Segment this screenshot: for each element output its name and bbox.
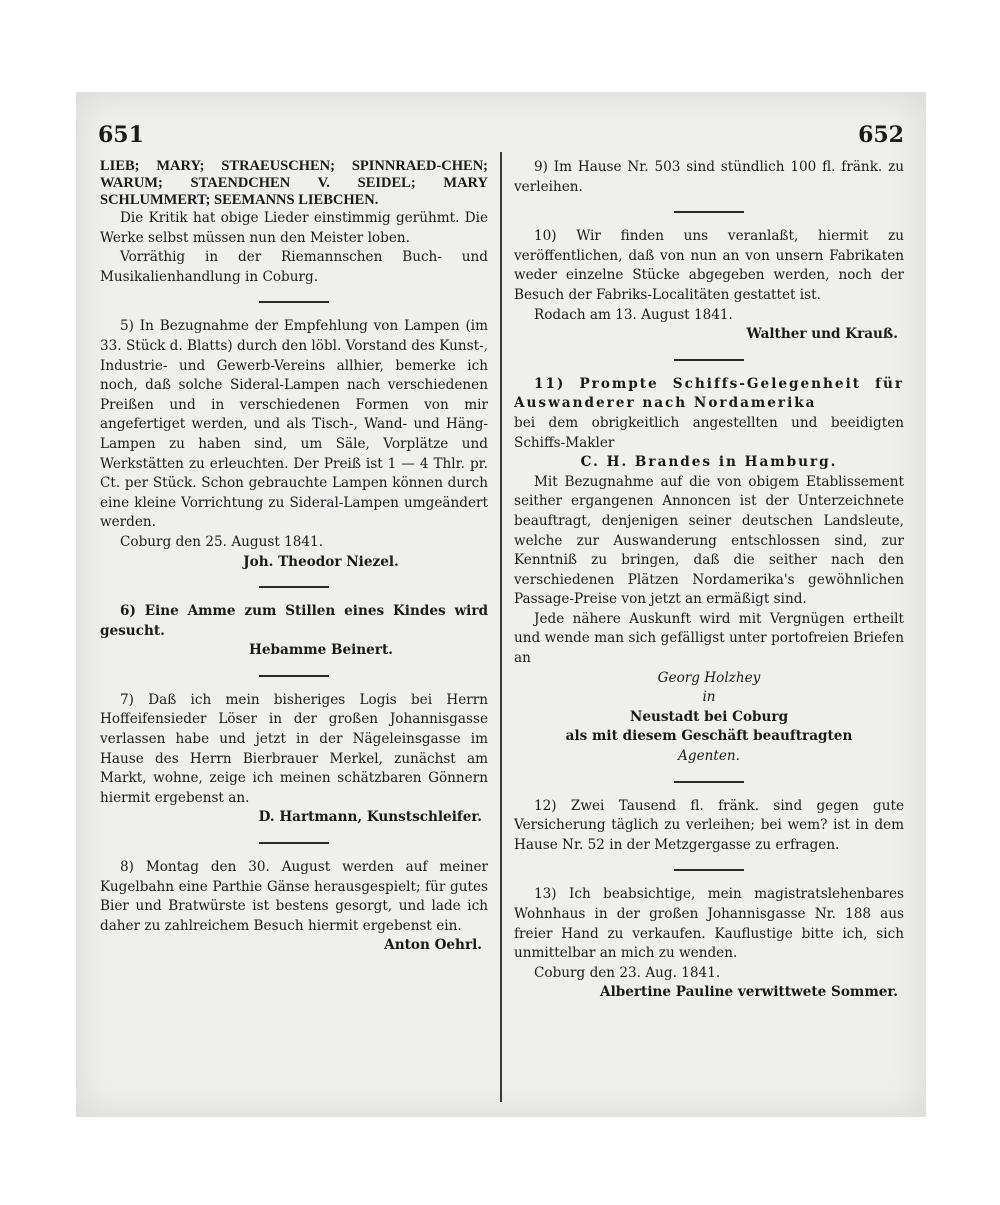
ad-6	[100, 602, 488, 661]
separator-rule	[259, 301, 329, 303]
ad-10	[514, 227, 904, 345]
left-column	[100, 158, 488, 960]
separator-rule	[674, 869, 744, 871]
newspaper-page	[76, 92, 926, 1117]
ad-6-text: 6) Eine Amme zum Stillen eines Kindes wird gesucht.	[100, 603, 488, 639]
ad-7	[100, 691, 488, 828]
ad-lieder-shop: Vorräthig in der Riemannschen Buch- und Musikalienhandlung in Coburg.	[100, 249, 488, 285]
ad-11-addr-name: Georg Holzhey	[657, 669, 761, 686]
ad-8	[100, 858, 488, 956]
ad-13-signature: Albertine Pauline verwittwete Sommer.	[600, 984, 898, 1001]
separator-rule	[259, 842, 329, 844]
page-number-right: 652	[858, 122, 904, 148]
ad-12-text: 12) Zwei Tausend fl. fränk. sind gegen gute Versicherung täglich zu verleihen; bei wem? ist in dem Hause Nr. 52 in der Metzgergasse zu erfragen.	[514, 797, 904, 853]
separator-rule	[259, 675, 329, 677]
ad-11-addr-agent: Agenten.	[678, 748, 740, 765]
ad-5-text: 5) In Bezugnahme der Empfehlung von Lampen (im 33. Stück d. Blatts) durch den löbl. Vorstand des Kunst-, Industrie- und Gewerb-Vereins allhier, bemerke ich noch, daß solche Sideral-Lampen nach verschiedenen Preißen und in verschiedenen Formen von mir angefertiget werden, und als Tisch-, Wand- und Häng-Lampen zu haben sind, um Säle, Vorplätze und Werkstätten zu erleuchten. Der Preiß ist 1 — 4 Thlr. pr. Ct. per Stück. Schon gebrauchte Lampen können durch eine kleine Vorrichtung zu Sideral-Lampen umgeändert werden.	[100, 318, 488, 531]
ad-12	[514, 797, 904, 856]
ad-11-text2: Jede nähere Auskunft wird mit Vergnügen ertheilt und wende man sich gefälligst unter portofreien Briefen an	[514, 610, 904, 667]
separator-rule	[259, 586, 329, 588]
ad-11-name: C. H. Brandes in Hamburg.	[580, 454, 838, 471]
ad-8-signature: Anton Oehrl.	[384, 937, 482, 954]
ad-9	[514, 158, 904, 197]
ad-11-subheading: bei dem obrigkeitlich angestellten und beeidigten Schiffs-Makler	[514, 414, 904, 451]
ad-8-text: 8) Montag den 30. August werden auf meiner Kugelbahn eine Parthie Gänse herausgespielt; für gutes Bier und Bratwürste ist bestens gesorgt, und lade ich daher zu zahlreichem Besuch hiermit ergebenst ein.	[100, 859, 488, 934]
song-titles: LIEB; MARY; STRAEUSCHEN; SPINNRAED-CHEN; WARUM; STAENDCHEN V. SEIDEL; MARY SCHLUMMERT; SEEMANNS LIEBCHEN.	[100, 158, 488, 208]
ad-13-text: 13) Ich beabsichtige, mein magistratslehenbares Wohnhaus in der großen Johannisgasse Nr. 188 aus freier Hand zu verkaufen. Kauflustige bitte ich, sich unmittelbar an mich zu wenden.	[514, 886, 904, 962]
separator-rule	[674, 211, 744, 213]
ad-9-text: 9) Im Hause Nr. 503 sind stündlich 100 fl. fränk. zu verleihen.	[514, 159, 904, 195]
ad-11	[514, 375, 904, 767]
separator-rule	[674, 359, 744, 361]
ad-lieder	[100, 158, 488, 287]
separator-rule	[674, 781, 744, 783]
ad-10-place-date: Rodach am 13. August 1841.	[534, 306, 733, 323]
ad-5-place-date: Coburg den 25. August 1841.	[120, 533, 324, 550]
ad-5-signature: Joh. Theodor Niezel.	[243, 553, 399, 570]
ad-10-signature: Walther und Krauß.	[746, 326, 898, 343]
column-divider	[500, 152, 502, 1102]
ad-10-text: 10) Wir finden uns veranlaßt, hiermit zu veröffentlichen, daß von nun an von unsern Fabrikaten weder einzelne Stücke abgegeben werden, noch der Besuch der Fabriks-Localitäten gestattet ist.	[514, 228, 904, 303]
ad-7-signature: D. Hartmann, Kunstschleifer.	[258, 809, 482, 826]
ad-11-heading: 11) Prompte Schiffs-Gelegenheit für Auswanderer nach Nordamerika	[514, 375, 904, 412]
ad-5	[100, 317, 488, 572]
ad-7-text: 7) Daß ich mein bisheriges Logis bei Herrn Hoffeifensieder Löser in der großen Johannisgasse verlassen habe und jetzt in der Nägeleinsgasse im Hause des Herrn Bierbrauer Merkel, zunächst am Markt, wohne, zeige ich meinen schätzbaren Gönnern hiermit ergebenst an.	[100, 691, 488, 806]
ad-11-text1: Mit Bezugnahme auf die von obigem Etablissement seither ergangenen Annoncen ist der Unterzeichnete beauftragt, denjenigen seiner deutschen Landsleute, welche zur Auswanderung entschlossen sind, zur Kenntniß zu bringen, daß die seither nach den verschiedenen Plätzen Nordamerika's gewöhnlichen Passage-Preise von jetzt an ermäßigt sind.	[514, 473, 904, 608]
page-number-left: 651	[98, 122, 144, 148]
right-column	[514, 158, 904, 1007]
ad-11-addr-role: als mit diesem Geschäft beauftragten	[565, 728, 853, 745]
ad-lieder-body: Die Kritik hat obige Lieder einstimmig gerühmt. Die Werke selbst müssen nun den Meister loben.	[100, 210, 488, 246]
ad-11-addr-in: in	[702, 689, 716, 706]
ad-11-addr-place: Neustadt bei Coburg	[629, 708, 789, 725]
ad-6-signature: Hebamme Beinert.	[249, 642, 393, 659]
ad-13	[514, 885, 904, 1003]
ad-13-place-date: Coburg den 23. Aug. 1841.	[534, 964, 721, 981]
